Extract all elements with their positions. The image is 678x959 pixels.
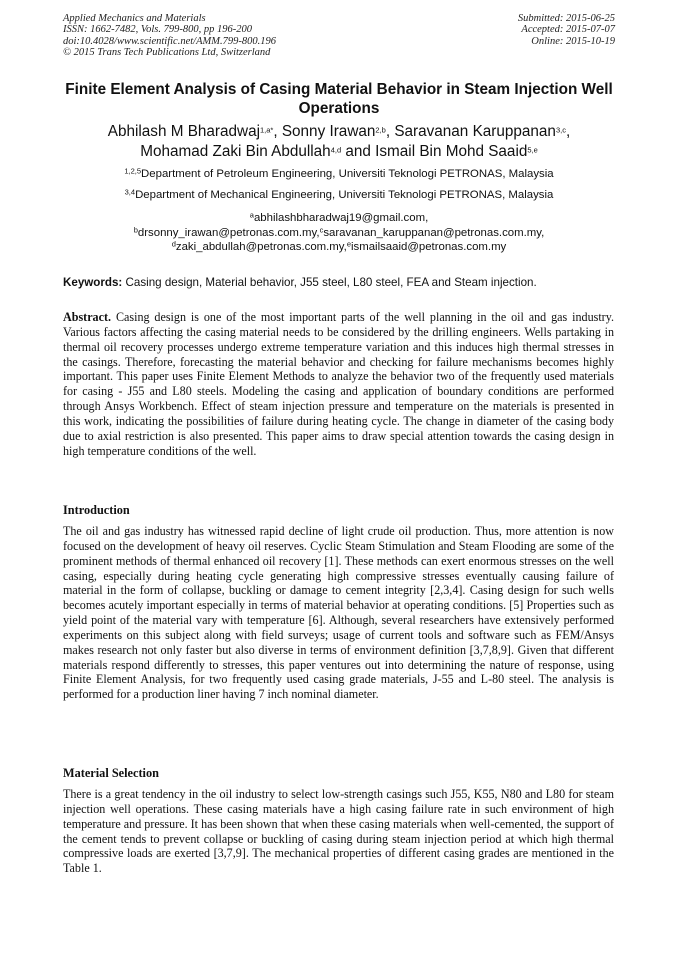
email-link[interactable]: abhilashbharadwaj19@gmail.com, — [253, 212, 429, 224]
material-selection-text: There is a great tendency in the oil industry to select low-strength casings such J55, K55, N80 and L80 for steam injection well operations. These casing materials have a high casing failure rate in such environment of high temperature and pressure. It has been shown that when these casing materials when well-cemented, the support of the cement tends to prevent collapse or buckling of casing during steam injection period at which high thermal compressive loads are exerted [3,7,9]. The mechanical properties of different casing grades are mentioned in the Table 1. — [63, 787, 614, 876]
issn-line: ISSN: 1662-7482, Vols. 799-800, pp 196-200 — [63, 24, 252, 36]
affiliation-text: Department of Mechanical Engineering, Universiti Teknologi PETRONAS, Malaysia — [135, 189, 554, 201]
submitted-date: Submitted: 2015-06-25 — [517, 13, 615, 24]
affiliation — [40, 168, 638, 181]
email-sup: d — [171, 239, 176, 249]
email-link[interactable]: ismailsaaid@petronas.com.my — [350, 241, 507, 253]
abstract — [63, 310, 614, 458]
author-name: Ismail Bin Mohd Saaid — [375, 143, 528, 160]
section-heading-material-selection: Material Selection — [63, 766, 159, 780]
author-name: Abhilash M Bharadwaj — [107, 123, 260, 140]
dates-header — [518, 13, 615, 47]
abstract-text: Casing design is one of the most important parts of the well planning in the oil and gas industry. Various factors affecting the casing material needs to be considered by the drilling engineers. Wells partaking in thermal oil recovery processes undergo extreme temperature variation and this induces high thermal stresses in the casings. Therefore, forecasting the material behavior and checking for failure mechanisms becomes highly important. This paper uses Finite Element Methods to analyze the behavior two of the frequently used materials for casing - J55 and L80 steels. Modeling the casing and application of boundary conditions are performed through Ansys Workbench. Effect of steam injection pressure and temperature on the materials is presented in this work, indicating the possibilities of failure during heating cycle. The change in diameter of the casing body due to axial restriction is also presented. This paper aims to draw special attention towards the casing design in high temperature conditions of the well. — [63, 310, 614, 458]
author-affil-sup: 5,e — [527, 145, 538, 155]
doi-line: doi:10.4028/www.scientific.net/AMM.799-800.196 — [63, 35, 276, 47]
abstract-label: Abstract. — [63, 310, 112, 324]
journal-name: Applied Mechanics and Materials — [63, 13, 206, 24]
email-list — [40, 211, 638, 255]
introduction-text: The oil and gas industry has witnessed rapid decline of light crude oil production. Thus, more attention is now focused on the development of heavy oil reserves. Cyclic Steam Stimulation and Steam Flooding are some of the prominent methods of thermal enhanced oil recovery [1]. These methods can exert enormous stresses on the well casing, especially during heating cycle generating high compressive stresses eventually causing failure of material in the form of collapse, buckling or damage to cement integrity [2,3,4]. Casing design for such wells becomes acutely important especially in terms of material behavior at operating conditions. [5] Properties such as yield point of the material vary with temperature [6]. Although, several researchers have extensively performed experiments on this subject along with field surveys; usage of current tools and software such as FEM/Ansys makes research not only faster but also diverse in terms of environment definition [3,7,8,9]. Given that different materials respond differently to stresses, this paper ventures out into determining the nature of response, using Finite Element Analysis, for two frequently used casing grade materials, J-55 and L-80 steel. The analysis is performed for a production liner having 7 inch nominal diameter. — [63, 524, 614, 702]
author-affil-sup: 1,a* — [259, 125, 274, 135]
author-name: Mohamad Zaki Bin Abdullah — [140, 143, 331, 160]
author-list: Abhilash M Bharadwaj$^{1,a*}$, Sonny Irawan$^{2,b}$, Saravanan Karuppanan$^{3,c}$, Mohamad Zaki Bin Abdullah$^{4,d}$ and Ismail Bin Mohd Saaid$^{5,e}$ — [107, 123, 571, 160]
author-affil-sup: 2,b — [375, 125, 386, 135]
accepted-date: Accepted: 2015-07-07 — [521, 24, 615, 36]
journal-header — [63, 13, 276, 59]
paper-title: Finite Element Analysis of Casing Material Behavior in Steam Injection Well Operations — [65, 81, 613, 117]
keywords-label: Keywords: — [63, 276, 123, 289]
author-affil-sup: 3,c — [555, 125, 566, 135]
email-sup: c — [319, 224, 324, 234]
email-sup: b — [133, 224, 138, 234]
affiliation-sup: 3,4 — [124, 187, 136, 197]
email-link[interactable]: drsonny_irawan@petronas.com.my, — [137, 226, 320, 239]
online-date: Online: 2015-10-19 — [531, 35, 615, 47]
affiliation — [40, 189, 638, 202]
author-conjunction: and — [345, 143, 371, 160]
section-heading-introduction: Introduction — [63, 503, 130, 517]
email-link[interactable]: zaki_abdullah@petronas.com.my, — [175, 241, 347, 253]
author-name: Sonny Irawan — [281, 123, 376, 140]
author-affil-sup: 4,d — [330, 145, 342, 155]
keywords-text: Casing design, Material behavior, J55 steel, L80 steel, FEA and Steam injection. — [125, 276, 537, 289]
keywords — [63, 276, 623, 290]
email-sup: a — [249, 210, 254, 220]
email-link[interactable]: saravanan_karuppanan@petronas.com.my, — [323, 226, 545, 239]
email-sup: e — [346, 239, 351, 249]
affiliation-sup: 1,2,5 — [124, 166, 142, 176]
author-name: Saravanan Karuppanan — [394, 123, 556, 140]
copyright-line: © 2015 Trans Tech Publications Ltd, Switzerland — [63, 47, 271, 59]
affiliation-text: Department of Petroleum Engineering, Universiti Teknologi PETRONAS, Malaysia — [141, 168, 554, 180]
